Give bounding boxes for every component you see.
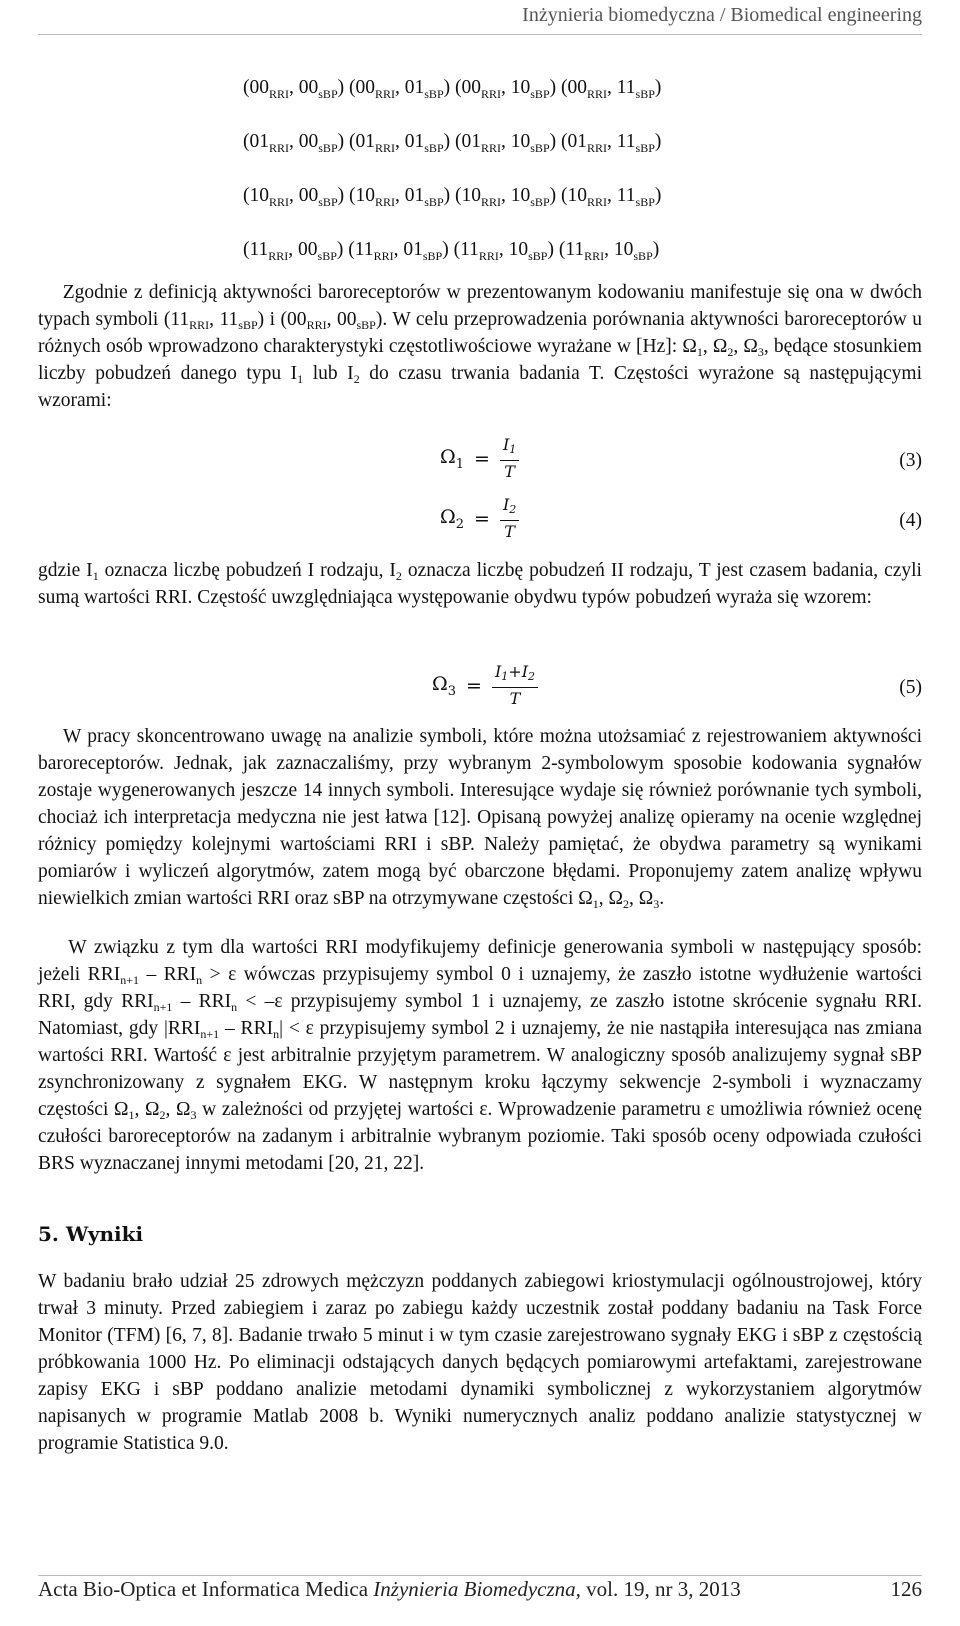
equation-number: (5)	[899, 677, 922, 698]
symbol-pair-row: ($10_{RRI}$, $00_{sBP}$) ($10_{RRI}$, $01_{sBP}$) ($10_{RRI}$, $10_{sBP}$) ($10_{RRI}$, $11_{sBP}$)	[243, 185, 662, 209]
equation-3: $\Omega_1$ = $\frac{I_1}{T}$ (3)	[440, 435, 922, 481]
equation-4: $\Omega_2$ = $\frac{I_2}{T}$ (4)	[440, 495, 922, 541]
running-header: Inżynieria biomedyczna / Biomedical engineering	[522, 4, 922, 26]
equation-number: (3)	[899, 450, 922, 471]
footer-rule	[38, 1575, 922, 1576]
page-number: 126	[890, 1577, 922, 1601]
symbol-pairs	[243, 74, 661, 290]
paragraph-analysis: W pracy skoncentrowano uwagę na analizie symboli, które można utożsamiać z rejestrowaniem aktywności baroreceptorów. Jednak, jak zaznaczaliśmy, przy wybranym 2-symbolowym sposobie kodowania sygnałów zostaje wygenerowanych jeszcze 14 innych symboli. Interesujące wydaje się również porównanie tych symboli, chociaż ich interpretacja medyczna nie jest łatwa [12]. Opisaną powyżej analizę opieramy na ocenie względnej różnicy pomiędzy kolejnymi wartościami RRI i sBP. Należy pamiętać, że obydwa parametry są wynikami pomiarów i wyliczeń algorytmów, zatem mogą być obarczone błędami. Proponujemy zatem analizę wpływu niewielkich zmian wartości RRI oraz sBP na otrzymywane częstości $\Omega_1$, $\Omega_2$, $\Omega_3$.	[38, 726, 923, 911]
paragraph-results: W badaniu brało udział 25 zdrowych mężczyzn poddanych zabiegowi kriostymulacji ogólnoustrojowej, który trwał 3 minuty. Przed zabiegiem i zaraz po zabiegu każdy uczestnik został poddany badaniu na Task Force Monitor (TFM) [6, 7, 8]. Badanie trwało 5 minut i w tym czasie zarejestrowano sygnały EKG i sBP z częstością próbkowania 1000 Hz. Po eliminacji odstających danych będących pomiarowymi artefaktami, zarejestrowane zapisy EKG i sBP poddano analizie metodami dynamiki symbolicznej z wykorzystaniem algorytmów napisanych w programie Matlab 2008 b. Wyniki numerycznych analiz poddano analizie statystycznej w programie Statistica 9.0.	[38, 1271, 922, 1454]
paragraph-baroreceptor-symbols: Zgodnie z definicją aktywności baroreceptorów w prezentowanym kodowaniu manifestuje się ona w dwóch typach symboli ($11_{RRI}$, $11_{sBP}$) i ($00_{RRI}$, $00_{sBP}$). W celu przeprowadzenia porównania aktywności baroreceptorów u różnych osób wprowadzono charakterystyki częstotliwościowe wyrażane w [Hz]: $\Omega_1$, $\Omega_2$, $\Omega_3$, będące stosunkiem liczby pobudzeń danego typu $I_1$ lub $I_2$ do czasu trwania badania T. Częstości wyrażone są następującymi wzorami:	[38, 282, 923, 411]
paragraph-epsilon-definition: W związku z tym dla wartości RRI modyfikujemy definicje generowania symboli w następujący sposób: jeżeli $RRI_{n+1} - RRI_n > \varepsilon$ wówczas przypisujemy symbol 0 i uznajemy, że zaszło istotne wydłużenie wartości RRI, gdy $RRI_{n+1} - RRI_n < -\varepsilon$ przypisujemy symbol 1 i uznajemy, ze zaszło istotne skrócenie sygnału RRI. Natomiast, gdy $|RRI_{n+1} - RRI_n| < \varepsilon$ przypisujemy symbol 2 i uznajemy, że nie nastąpiła interesująca nas zmiana wartości RRI. Wartość ε jest arbitralnie przyjętym parametrem. W analogiczny sposób analizujemy sygnał sBP zsynchronizowany z sygnałem EKG. W następnym kroku łączymy sekwencje 2-symboli i wyznaczamy częstości $\Omega_1$, $\Omega_2$, $\Omega_3$ w zależności od przyjętej wartości ε. Wprowadzenie parametru ε umożliwia również ocenę czułości baroreceptorów na zadanym i arbitralnie wybranym poziomie. Taki sposób oceny odpowiada czułości BRS wyznaczanej innymi metodami [20, 21, 22].	[38, 937, 923, 1174]
symbol-pair-row: ($01_{RRI}$, $00_{sBP}$) ($01_{RRI}$, $01_{sBP}$) ($01_{RRI}$, $10_{sBP}$) ($01_{RRI}$, $11_{sBP}$)	[243, 131, 662, 155]
section-heading: 5. Wyniki	[38, 1222, 144, 1246]
header-rule	[38, 34, 922, 35]
equation-number: (4)	[899, 510, 922, 531]
equation-5: $\Omega_3$ = $\frac{I_1+I_2}{T}$ (5)	[432, 662, 922, 708]
symbol-pair-row: ($00_{RRI}$, $00_{sBP}$) ($00_{RRI}$, $01_{sBP}$) ($00_{RRI}$, $10_{sBP}$) ($00_{RRI}$, $11_{sBP}$)	[243, 77, 662, 101]
footer-journal: Acta Bio-Optica et Informatica Medica Inżynieria Biomedyczna, vol. 19, nr 3, 2013	[38, 1577, 741, 1601]
symbol-pair-row: ($11_{RRI}$, $00_{sBP}$) ($11_{RRI}$, $01_{sBP}$) ($11_{RRI}$, $10_{sBP}$) ($11_{RRI}$, $10_{sBP}$)	[243, 239, 660, 263]
paragraph-definitions: gdzie $I_1$ oznacza liczbę pobudzeń I rodzaju, $I_2$ oznacza liczbę pobudzeń II rodzaju, T jest czasem badania, czyli sumą wartości RRI. Częstość uwzględniająca występowanie obydwu typów pobudzeń wyraża się wzorem:	[38, 560, 922, 608]
